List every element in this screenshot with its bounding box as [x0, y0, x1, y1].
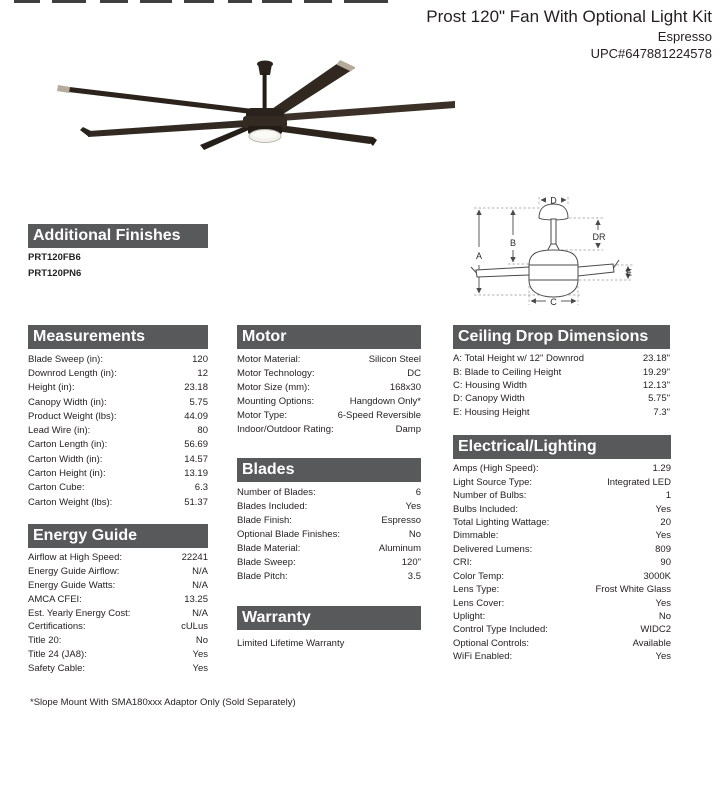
spec-row: [237, 555, 421, 569]
spec-value: Aluminum: [378, 542, 421, 554]
spec-row: [453, 596, 671, 609]
logo-fragment: [14, 0, 40, 3]
diagram-label-e: E: [625, 267, 633, 278]
logo-fragment: [344, 0, 388, 3]
spec-label: Title 20:: [28, 635, 62, 647]
spec-label: Lead Wire (in):: [28, 425, 91, 437]
spec-row: [28, 423, 208, 437]
spec-table: [237, 485, 421, 584]
spec-label: Height (in):: [28, 382, 75, 394]
spec-label: Amps (High Speed):: [453, 463, 539, 475]
spec-label: AMCA CFEI:: [28, 593, 82, 605]
spec-row: [453, 406, 670, 419]
spec-label: Carton Width (in):: [28, 453, 103, 465]
spec-value: No: [408, 528, 421, 540]
spec-value: 3000K: [643, 570, 671, 582]
spec-value: 5.75": [648, 393, 670, 405]
spec-label: B: Blade to Ceiling Height: [453, 366, 562, 378]
spec-value: 12.13": [642, 379, 670, 391]
spec-label: Bulbs Included:: [453, 503, 518, 515]
finish-list: [28, 251, 208, 280]
finish-code: PRT120PN6: [28, 267, 82, 279]
diagram-label-a: A: [475, 251, 483, 261]
section-energy-guide: [28, 524, 208, 675]
spec-row: [28, 381, 208, 395]
spec-value: N/A: [192, 607, 208, 619]
diagram-label-d: D: [550, 195, 557, 206]
spec-row: [237, 527, 421, 541]
product-upc: UPC#647881224578: [590, 46, 712, 61]
diagram-label-b: B: [509, 238, 517, 248]
diagram-label-c: C: [550, 297, 557, 307]
section-electrical-lighting: [453, 435, 671, 664]
spec-value: 13.25: [184, 593, 208, 605]
section-ceiling-drop-dimensions: [453, 325, 670, 419]
spec-row: [453, 516, 671, 529]
spec-row: [237, 352, 421, 366]
spec-row: [28, 409, 208, 423]
diagram-label-dr: DR: [592, 232, 606, 242]
spec-label: Energy Guide Watts:: [28, 579, 116, 591]
spec-value: WIDC2: [640, 624, 671, 636]
spec-value: Damp: [395, 424, 421, 436]
spec-label: WiFi Enabled:: [453, 651, 513, 663]
spec-row: [28, 395, 208, 409]
spec-row: [237, 408, 421, 422]
spec-value: Integrated LED: [607, 476, 671, 488]
spec-label: Downrod Length (in):: [28, 367, 117, 379]
spec-row: [237, 499, 421, 513]
section-measurements: [28, 325, 208, 509]
section-header: Ceiling Drop Dimensions: [453, 325, 670, 349]
spec-table: [453, 462, 671, 664]
spec-label: Motor Type:: [237, 409, 287, 421]
spec-row: [453, 489, 671, 502]
spec-value: 1: [665, 490, 671, 502]
spec-label: Blades Included:: [237, 500, 308, 512]
section-warranty: [237, 606, 421, 649]
spec-row: [28, 565, 208, 579]
spec-row: [237, 570, 421, 584]
footnote: *Slope Mount With SMA180xxx Adaptor Only (Sold Separately): [30, 697, 296, 708]
spec-value: 6: [415, 486, 421, 498]
blade-tip-cap: [57, 85, 70, 93]
spec-label: CRI:: [453, 557, 472, 569]
spec-row: [28, 352, 208, 366]
spec-row: [28, 620, 208, 634]
section-header: Additional Finishes: [28, 224, 208, 248]
spec-table: [28, 352, 208, 509]
spec-label: Blade Finish:: [237, 514, 292, 526]
spec-label: Color Temp:: [453, 570, 505, 582]
spec-value: 7.3": [653, 406, 670, 418]
spec-label: Blade Sweep:: [237, 557, 296, 569]
spec-label: Blade Pitch:: [237, 571, 288, 583]
spec-label: Lens Cover:: [453, 597, 505, 609]
section-motor: [237, 325, 421, 437]
spec-row: [453, 462, 671, 475]
spec-label: Carton Cube:: [28, 482, 85, 494]
diagram-left-blade: [476, 267, 529, 277]
spec-value: Available: [632, 637, 671, 649]
logo-fragment: [304, 0, 332, 3]
spec-label: Lens Type:: [453, 584, 500, 596]
spec-label: Light Source Type:: [453, 476, 533, 488]
spec-row: [28, 495, 208, 509]
spec-label: Blade Material:: [237, 542, 301, 554]
spec-label: Canopy Width (in):: [28, 396, 107, 408]
spec-row: [453, 379, 670, 392]
spec-label: Control Type Included:: [453, 624, 548, 636]
title-block: [426, 6, 712, 62]
section-additional-finishes: [28, 224, 208, 280]
spec-value: Hangdown Only*: [349, 395, 421, 407]
section-header: Energy Guide: [28, 524, 208, 548]
spec-row: [28, 551, 208, 565]
spec-label: E: Housing Height: [453, 406, 530, 418]
spec-row: [237, 394, 421, 408]
spec-row: [453, 570, 671, 583]
spec-value: 44.09: [184, 410, 208, 422]
spec-row: [237, 485, 421, 499]
spec-value: N/A: [192, 566, 208, 578]
section-blades: [237, 458, 421, 584]
section-header: Electrical/Lighting: [453, 435, 671, 459]
spec-label: Mounting Options:: [237, 395, 315, 407]
spec-label: Indoor/Outdoor Rating:: [237, 424, 334, 436]
spec-row: [453, 583, 671, 596]
spec-label: Number of Blades:: [237, 486, 316, 498]
spec-table: [237, 352, 421, 437]
spec-value: No: [658, 611, 671, 623]
logo-fragment: [52, 0, 86, 3]
spec-value: Yes: [192, 648, 208, 660]
spec-label: Uplight:: [453, 611, 486, 623]
spec-row: [28, 366, 208, 380]
spec-value: Yes: [405, 500, 421, 512]
spec-label: Optional Controls:: [453, 637, 530, 649]
spec-value: N/A: [192, 579, 208, 591]
spec-label: D: Canopy Width: [453, 393, 525, 405]
spec-value: Yes: [655, 651, 671, 663]
spec-value: 120": [401, 557, 421, 569]
product-finish: Espresso: [657, 29, 712, 44]
spec-value: 13.19: [184, 468, 208, 480]
spec-value: 14.57: [184, 453, 208, 465]
spec-table: [453, 352, 670, 419]
spec-value: 20: [660, 516, 671, 528]
spec-row: [237, 541, 421, 555]
spec-row: [28, 592, 208, 606]
logo-fragment: [184, 0, 214, 3]
spec-row: [28, 634, 208, 648]
diagram-downrod: [551, 219, 556, 245]
spec-value: 809: [655, 543, 671, 555]
spec-row: [28, 438, 208, 452]
spec-label: Motor Material:: [237, 353, 301, 365]
spec-row: [453, 365, 670, 378]
spec-row: [237, 380, 421, 394]
spec-value: Yes: [655, 530, 671, 542]
spec-row: [28, 466, 208, 480]
spec-value: 1.29: [652, 463, 671, 475]
spec-row: [28, 661, 208, 675]
spec-value: 12: [197, 367, 208, 379]
spec-row: [453, 529, 671, 542]
spec-value: DC: [407, 367, 421, 379]
spec-value: 5.75: [189, 396, 208, 408]
section-header: Motor: [237, 325, 421, 349]
spec-row: [453, 352, 670, 365]
spec-value: 22241: [181, 552, 208, 564]
spec-row: [453, 610, 671, 623]
spec-label: Est. Yearly Energy Cost:: [28, 607, 131, 619]
spec-row: [28, 606, 208, 620]
spec-label: Total Lighting Wattage:: [453, 516, 550, 528]
diagram-right-blade: [578, 264, 614, 276]
spec-label: Delivered Lumens:: [453, 543, 533, 555]
fan-product-image: [25, 50, 460, 215]
logo-fragment: [228, 0, 252, 3]
cropped-logo-strip: [0, 0, 400, 4]
warranty-text: Limited Lifetime Warranty: [237, 638, 345, 649]
spec-value: 168x30: [389, 381, 421, 393]
spec-row: [28, 481, 208, 495]
spec-label: Motor Technology:: [237, 367, 315, 379]
spec-label: Blade Sweep (in):: [28, 353, 103, 365]
spec-value: 19.29": [642, 366, 670, 378]
spec-label: Certifications:: [28, 621, 86, 633]
spec-value: 51.37: [184, 496, 208, 508]
spec-label: Carton Weight (lbs):: [28, 496, 113, 508]
spec-value: 23.18": [642, 353, 670, 365]
spec-row: [237, 366, 421, 380]
fan-mount: [257, 61, 273, 115]
spec-value: 3.5: [407, 571, 421, 583]
section-header: Warranty: [237, 606, 421, 630]
ceiling-drop-diagram: [462, 183, 712, 318]
spec-value: No: [195, 635, 208, 647]
logo-fragment: [262, 0, 292, 3]
spec-value: Espresso: [381, 514, 421, 526]
spec-value: Silicon Steel: [368, 353, 421, 365]
spec-row: [28, 579, 208, 593]
diagram-canopy: [539, 204, 568, 220]
spec-label: Number of Bulbs:: [453, 490, 527, 502]
spec-value: Yes: [192, 662, 208, 674]
spec-row: [28, 648, 208, 662]
spec-row: [453, 556, 671, 569]
spec-value: Yes: [655, 597, 671, 609]
spec-label: Product Weight (lbs):: [28, 410, 117, 422]
spec-row: [453, 392, 670, 405]
spec-value: 6.3: [194, 482, 208, 494]
logo-fragment: [140, 0, 172, 3]
spec-row: [453, 475, 671, 488]
finish-code: PRT120FB6: [28, 252, 81, 263]
spec-row: [453, 502, 671, 515]
spec-row: [453, 623, 671, 636]
spec-label: Carton Height (in):: [28, 468, 106, 480]
spec-label: A: Total Height w/ 12" Downrod: [453, 353, 584, 365]
product-title: Prost 120" Fan With Optional Light Kit: [426, 7, 712, 26]
spec-value: 120: [192, 353, 208, 365]
spec-row: [453, 543, 671, 556]
logo-fragment: [100, 0, 128, 3]
spec-value: Frost White Glass: [595, 584, 671, 596]
spec-label: Motor Size (mm):: [237, 381, 310, 393]
spec-row: [237, 422, 421, 436]
spec-label: Airflow at High Speed:: [28, 552, 122, 564]
spec-value: 90: [660, 557, 671, 569]
spec-value: 23.18: [184, 382, 208, 394]
fan-light-kit: [249, 130, 281, 143]
spec-label: C: Housing Width: [453, 379, 527, 391]
spec-value: Yes: [655, 503, 671, 515]
section-header: Measurements: [28, 325, 208, 349]
spec-label: Carton Length (in):: [28, 439, 108, 451]
spec-label: Optional Blade Finishes:: [237, 528, 340, 540]
spec-row: [453, 637, 671, 650]
spec-label: Energy Guide Airflow:: [28, 566, 120, 578]
spec-value: 80: [197, 425, 208, 437]
spec-row: [28, 452, 208, 466]
spec-label: Dimmable:: [453, 530, 499, 542]
spec-table: [28, 551, 208, 675]
spec-value: cULus: [181, 621, 208, 633]
spec-value: 56.69: [184, 439, 208, 451]
spec-value: 6-Speed Reversible: [337, 409, 421, 421]
spec-label: Title 24 (JA8):: [28, 648, 87, 660]
section-header: Blades: [237, 458, 421, 482]
spec-label: Safety Cable:: [28, 662, 86, 674]
spec-row: [453, 650, 671, 663]
diagram-light-dome: [529, 280, 578, 297]
spec-row: [237, 513, 421, 527]
